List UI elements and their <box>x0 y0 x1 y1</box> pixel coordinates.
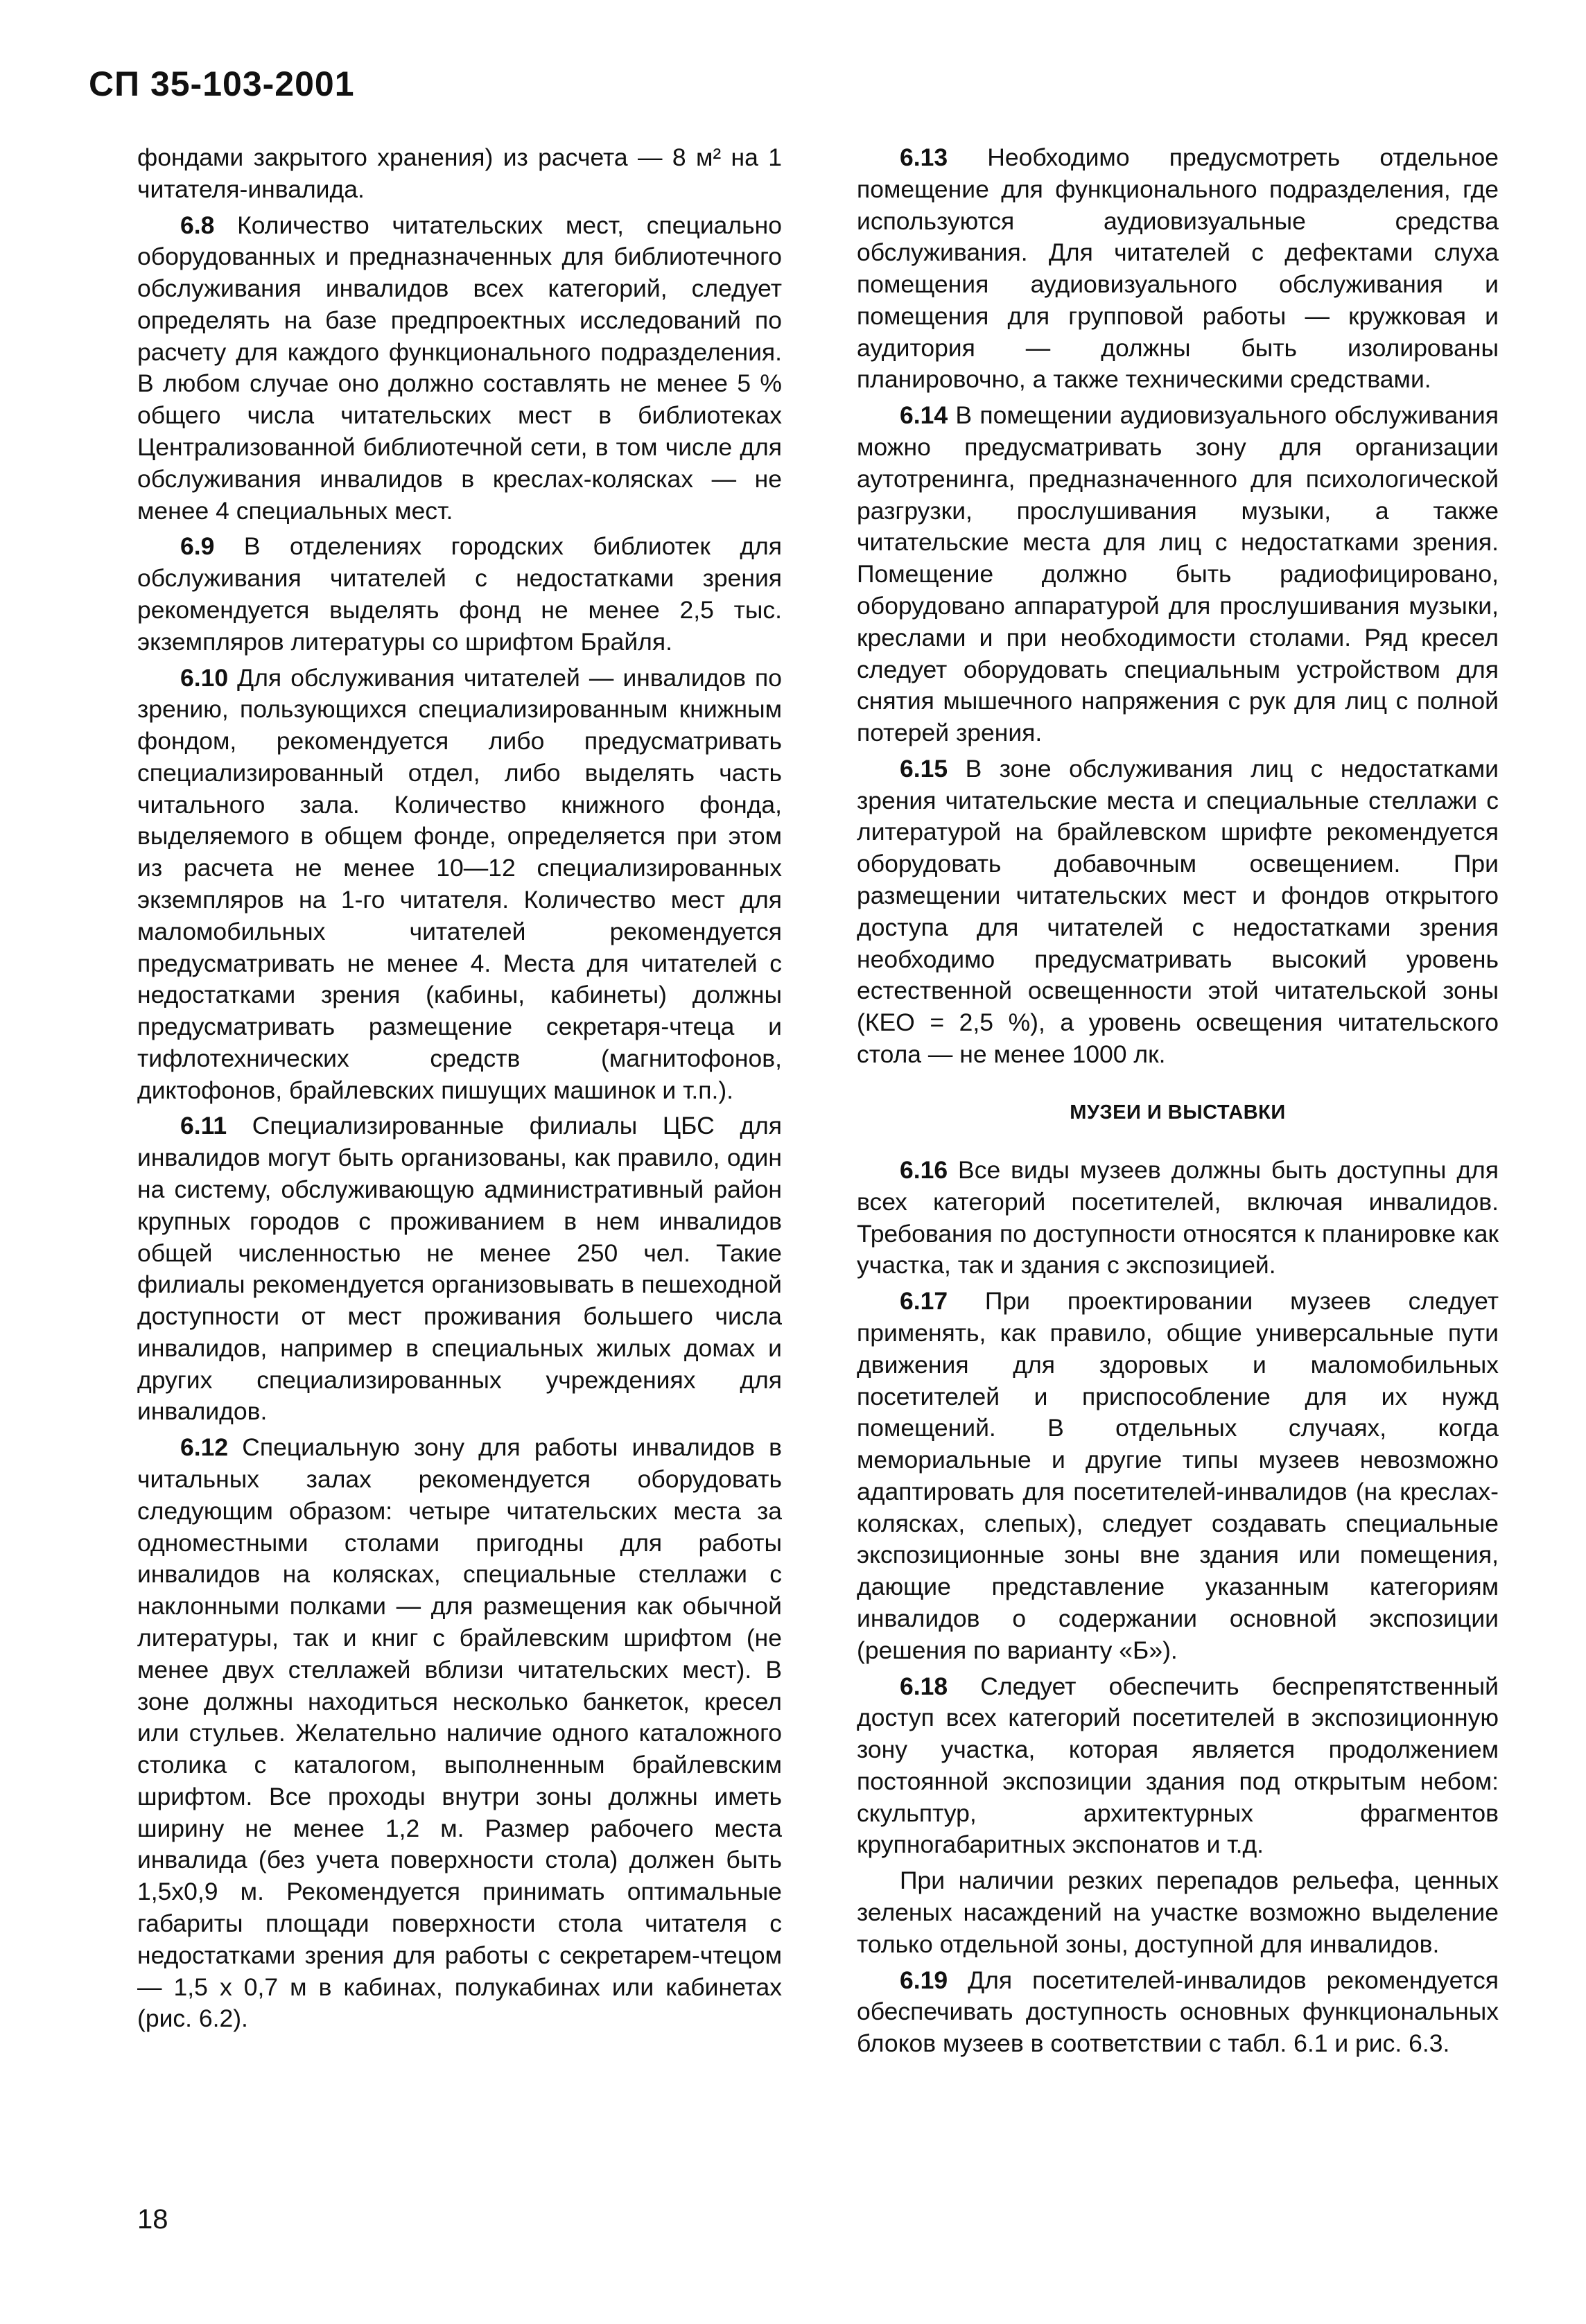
paragraph-text: Все виды музеев должны быть доступны для всех категорий посетителей, включая инвалидов. Требования по доступности относятся к планировке как участка, так и здания с экспозицией. <box>857 1156 1499 1279</box>
paragraph-text: В отделениях городских библиотек для обслуживания читателей с недостатками зрения рекомендуется выделять фонд не менее 2,5 тыс. экземпляров литературы со шрифтом Брайля. <box>137 532 782 656</box>
paragraph <box>137 142 782 206</box>
paragraph <box>857 400 1499 749</box>
paragraph <box>857 1965 1499 2060</box>
paragraph <box>857 1286 1499 1666</box>
paragraph <box>137 210 782 527</box>
paragraph-text: При наличии резких перепадов рельефа, ценных зеленых насаждений на участке возможно выделение только отдельной зоны, доступной для инвалидов. <box>857 1867 1499 1958</box>
paragraph-text: При проектировании музеев следует применять, как правило, общие универсальные пути движения для здоровых и маломобильных посетителей и приспособление для их нужд помещений. В отдельных случаях, когда мемориальные и другие типы музеев невозможно адаптировать для посетителей-инвалидов (на креслах-колясках, слепых), следует создавать специальные экспозиционные зоны вне здания или помещения, дающие представление указанным категориям инвалидов о содержании основной экспозиции (решения по варианту «Б»). <box>857 1287 1499 1664</box>
paragraph-text: Специализированные филиалы ЦБС для инвалидов могут быть организованы, как правило, один на систему, обслуживающую административный район крупных городов с проживанием в нем инвалидов общей численностью не менее 250 чел. Такие филиалы рекомендуется организовывать в пешеходной доступности от мест проживания большего числа инвалидов, например в специальных жилых домах и других специализированных учреждениях для инвалидов. <box>137 1112 782 1426</box>
paragraph-text: В зоне обслуживания лиц с недостатками зрения читательские места и специальные стеллажи с литературой на брайлевском шрифте рекомендуется оборудовать добавочным освещением. При размещении читательских мест и фондов открытого доступа для читателей с недостатками зрения необходимо предусматривать высокий уровень естественной освещенности этой читательской зоны (КЕО = 2,5 %), а уровень освещения читательского стола — не менее 1000 лк. <box>857 754 1499 1068</box>
section-title: МУЗЕИ И ВЫСТАВКИ <box>1070 1101 1286 1124</box>
clause-number: 6.19 <box>900 1966 948 1994</box>
paragraph <box>857 753 1499 1071</box>
paragraph-text: Необходимо предусмотреть отдельное помещение для функционального подразделения, где используются аудиовизуальные средства обслуживания. Для читателей с дефектами слуха помещения аудиовизуального обслуживания и помещения для групповой работы — кружковая и аудитория — должны быть изолированы планировочно, а также техническими средствами. <box>857 143 1499 394</box>
document-header: СП 35-103-2001 <box>89 64 355 103</box>
paragraph <box>137 531 782 658</box>
paragraph <box>137 1110 782 1428</box>
clause-number: 6.14 <box>900 401 948 430</box>
paragraph-text: Следует обеспечить беспрепятственный доступ всех категорий посетителей в экспозиционную зону участка, которая является продолжением постоянной экспозиции здания под открытым небом: скульптур, архитектурных фрагментов крупногабаритных экспонатов и т.д. <box>857 1672 1499 1859</box>
clause-number: 6.13 <box>900 143 948 171</box>
clause-number: 6.8 <box>180 211 215 239</box>
clause-number: 6.11 <box>180 1112 227 1140</box>
paragraph <box>857 1155 1499 1282</box>
paragraph <box>857 142 1499 396</box>
right-column <box>857 142 1499 2064</box>
clause-number: 6.17 <box>900 1287 948 1316</box>
paragraph-text: Специальную зону для работы инвалидов в читальных залах рекомендуется оборудовать следующим образом: четыре читательских места за одноместными столами пригодны для работы инвалидов на колясках, специальные стеллажи с наклонными полками — для размещения как обычной литературы, так и книг с брайлевским шрифтом (не менее двух стеллажей вблизи читательских мест). В зоне должны находиться несколько банкеток, кресел или стульев. Желательно наличие одного каталожного столика с каталогом, выполненным брайлевским шрифтом. Все проходы внутри зоны должны иметь ширину не менее 1,2 м. Размер рабочего места инвалида (без учета поверхности стола) должен быть 1,5х0,9 м. Рекомендуется принимать оптимальные габариты площади поверхности стола читателя с недостатками зрения для работы с секретарем-чтецом — 1,5 х 0,7 м в кабинах, полукабинах или кабинетах (рис. 6.2). <box>137 1433 782 2033</box>
clause-number: 6.12 <box>180 1433 229 1462</box>
paragraph-text: Для посетителей-инвалидов рекомендуется обеспечивать доступность основных функциональных блоков музеев в соответствии с табл. 6.1 и рис. 6.3. <box>857 1966 1499 2058</box>
clause-number: 6.18 <box>900 1672 948 1700</box>
paragraph-text: В помещении аудиовизуального обслуживания можно предусматривать зону для организации аутотренинга, предназначенного для психологической разгрузки, прослушивания музыки, а также читательские места для лиц с недостатками зрения. Помещение должно быть радиофицировано, оборудовано аппаратурой для прослушивания музыки, креслами и при необходимости столами. Ряд кресел следует оборудовать специальным устройством для снятия мышечного напряжения с рук для лиц с полной потерей зрения. <box>857 401 1499 747</box>
paragraph-text: фондами закрытого хранения) из расчета — 8 м² на 1 читателя-инвалида. <box>137 143 782 203</box>
left-column <box>137 142 782 2039</box>
paragraph-text: Для обслуживания читателей — инвалидов по зрению, пользующихся специализированным книжным фондом, рекомендуется либо предусматривать специализированный отдел, либо выделять часть читального зала. Количество книжного фонда, выделяемого в общем фонде, определяется при этом из расчета не менее 10—12 специализированных экземпляров на 1-го читателя. Количество мест для маломобильных читателей рекомендуется предусматривать не менее 4. Места для читателей с недостатками зрения (кабины, кабинеты) должны предусматривать размещение секретаря-чтеца и тифлотехнических средств (магнитофонов, диктофонов, брайлевских пишущих машинок и т.п.). <box>137 663 782 1104</box>
page-number: 18 <box>137 2204 168 2235</box>
paragraph-text: Количество читательских мест, специально оборудованных и предназначенных для библиотечного обслуживания инвалидов всех категорий, следует определять на базе предпроектных исследований по расчету для каждого функционального подразделения. В любом случае оно должно составлять не менее 5 % общего числа читательских мест в библиотеках Централизованной библиотечной сети, в том числе для обслуживания инвалидов в креслах-колясках — не менее 4 специальных мест. <box>137 211 782 525</box>
clause-number: 6.16 <box>900 1156 948 1185</box>
paragraph <box>857 1865 1499 1960</box>
clause-number: 6.15 <box>900 754 948 783</box>
clause-number: 6.10 <box>180 663 229 692</box>
paragraph <box>137 663 782 1107</box>
paragraph <box>137 1432 782 2035</box>
paragraph <box>857 1671 1499 1862</box>
clause-number: 6.9 <box>180 532 215 561</box>
